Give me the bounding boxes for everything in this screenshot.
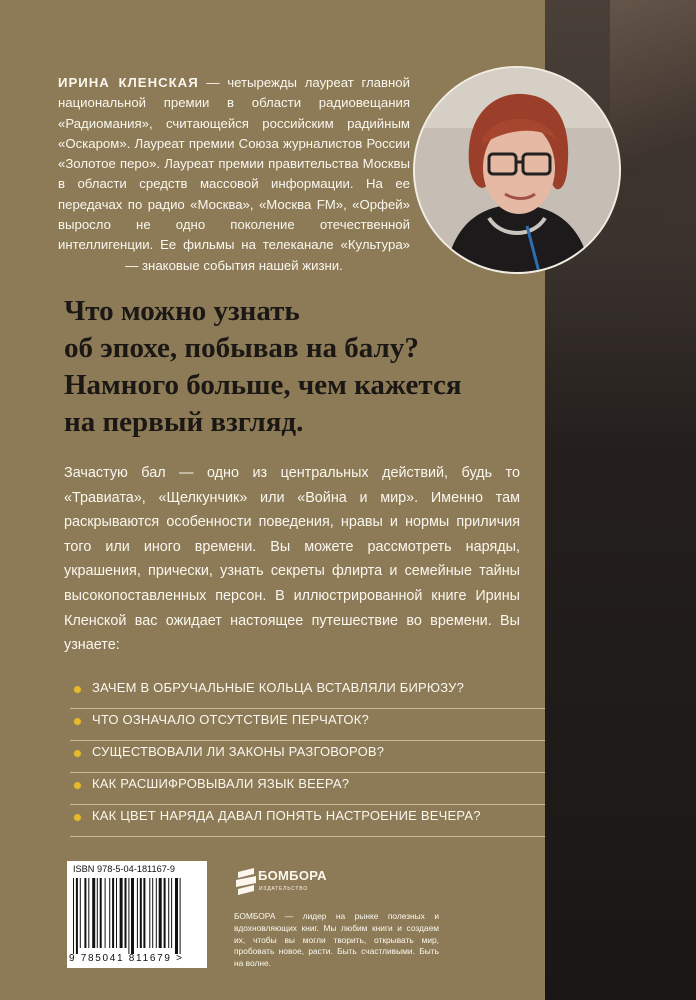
author-bio-text: — четырежды лауреат главной национальной премии в области радиовещания «Радиомания», считающейся российским радийным «Оскаром». Лауреат премии Союза журналистов России «Золотое перо». Лауреат премии правительства Москвы в области средств массовой информации. На ее передачах по радио «Москва», «Москва FM», «Орфей» выросло не одно поколение отечественной интеллигенции. Ее фильмы на телеканале «Культура» — знаковые события нашей жизни. [58,75,410,273]
fabric-shadow [610,0,696,260]
publisher-logo-icon [234,866,258,902]
questions-list [70,677,545,837]
list-item [70,677,545,709]
barcode-digits: 9 785041 811679 > [69,953,184,964]
barcode-icon [71,878,203,954]
list-item [70,805,545,837]
bullet-icon [74,686,81,693]
bullet-icon [74,782,81,789]
annotation-text: Зачастую бал — одно из центральных действий, будь то «Травиата», «Щелкунчик» или «Война и мир». Именно там раскрываются особенности поведения, нравы и нормы приличия того или иного времени. Вы можете рассмотреть наряды, украшения, прически, узнать секреты флирта и семейные тайны высокопоставленных персон. В иллюстрированной книге Ирины Кленской вас ожидает настоящее путешествие во времени. Вы узнаете: [64,465,520,654]
publisher-description: БОМБОРА — лидер на рынке полезных и вдохновляющих книг. Мы любим книги и создаем их, чтобы вы могли творить, открывать мир, пробовать новое, расти. Быть счастливыми. Быть на волне. [234,911,439,969]
author-name: ИРИНА КЛЕНСКАЯ [58,75,199,90]
author-bio [58,73,410,276]
bullet-icon [74,718,81,725]
list-item [70,741,545,773]
question-text: ЧТО ОЗНАЧАЛО ОТСУТСТВИЕ ПЕРЧАТОК? [92,712,369,727]
author-portrait [413,66,621,274]
author-photo-icon [415,68,619,272]
question-text: ЗАЧЕМ В ОБРУЧАЛЬНЫЕ КОЛЬЦА ВСТАВЛЯЛИ БИРЮЗУ? [92,680,465,695]
barcode-box [67,861,207,968]
question-text: СУЩЕСТВОВАЛИ ЛИ ЗАКОНЫ РАЗГОВОРОВ? [92,744,385,759]
bullet-icon [74,750,81,757]
headline [64,293,534,441]
isbn-text: ISBN 978-5-04-181167-9 [73,864,175,874]
publisher-logo-sub: ИЗДАТЕЛЬСТВО [259,886,308,892]
list-item [70,709,545,741]
headline-line: об эпохе, побывав на балу? [64,332,419,364]
list-item [70,773,545,805]
headline-line: Что можно узнать [64,295,300,327]
question-text: КАК РАСШИФРОВЫВАЛИ ЯЗЫК ВЕЕРА? [92,776,350,791]
headline-line: Намного больше, чем кажется [64,369,462,401]
bullet-icon [74,814,81,821]
headline-line: на первый взгляд. [64,406,304,438]
publisher-logo-name: БОМБОРА [258,868,327,883]
question-text: КАК ЦВЕТ НАРЯДА ДАВАЛ ПОНЯТЬ НАСТРОЕНИЕ ВЕЧЕРА? [92,808,481,823]
